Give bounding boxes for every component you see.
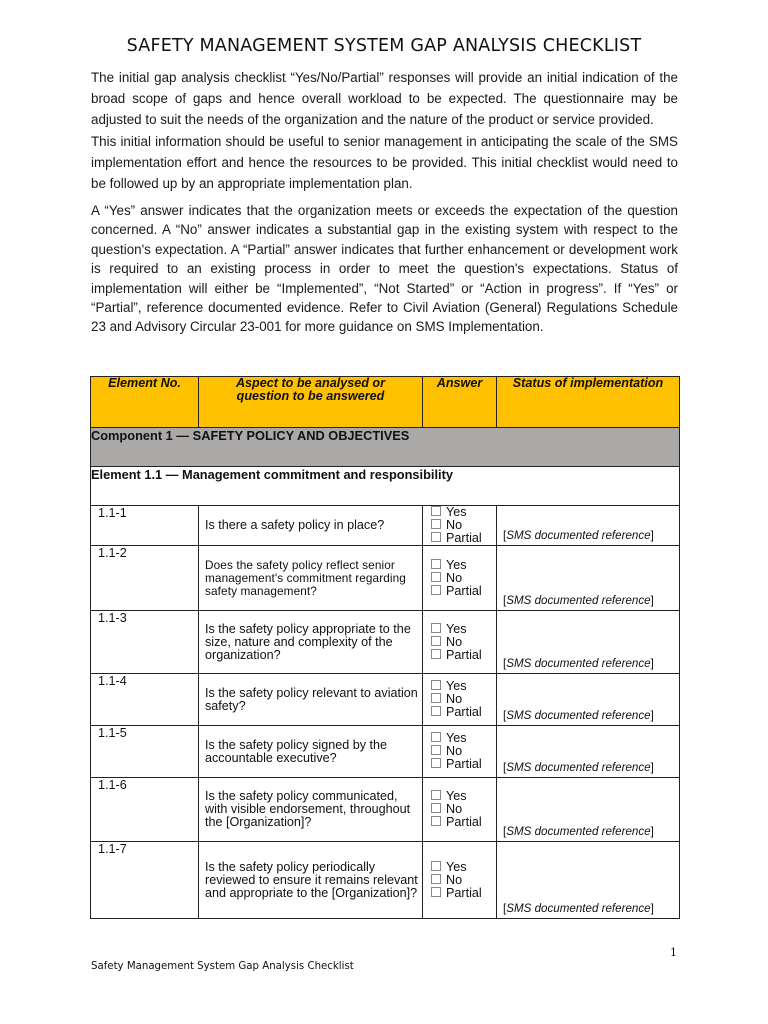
intro-paragraph-1: The initial gap analysis checklist “Yes/No/Partial” responses will provide an initial indication of the broad scope of gaps and hence overall workload to be expected. The questionnaire may be adjusted to suit the needs of the organization and the nature of the product or service provided.	[91, 70, 678, 127]
option-no[interactable]: No	[431, 745, 496, 758]
checkbox-icon[interactable]	[431, 732, 441, 742]
intro-paragraph-3: A “Yes” answer indicates that the organization meets or exceeds the expectation of the question concerned. A “No” answer indicates a substantial gap in the existing system with respect to the question's expectation. A “Partial” answer indicates that further enhancement or development work is required to an existing process in order to meet the question's expectations. Status of implementation will either be “Implemented”, “Not Started” or “Action in progress”. If “Yes” or “Partial”, reference documented evidence. Refer to Civil Aviation (General) Regulations Schedule 23 and Advisory Circular 23-001 for more guidance on SMS Implementation.	[91, 203, 678, 335]
question-text: Is the safety policy signed by the accountable executive?	[199, 726, 423, 778]
option-yes[interactable]: Yes	[431, 861, 496, 874]
element-number: 1.1-2	[91, 546, 199, 611]
answer-options	[423, 674, 497, 726]
option-no[interactable]: No	[431, 519, 496, 532]
header-answer: Answer	[423, 377, 497, 428]
option-yes[interactable]: Yes	[431, 790, 496, 803]
question-text: Is the safety policy periodically reviewed to ensure it remains relevant and appropriate to the [Organization]?	[199, 842, 423, 919]
option-partial[interactable]: Partial	[431, 706, 496, 719]
question-text: Is the safety policy appropriate to the size, nature and complexity of the organization?	[199, 611, 423, 674]
question-text: Does the safety policy reflect senior management's commitment regarding safety management?	[199, 546, 423, 611]
element-number: 1.1-6	[91, 778, 199, 842]
table-row	[91, 611, 680, 674]
header-aspect-label: Aspect to be analysed or question to be answered	[235, 376, 386, 403]
status-reference[interactable]: [SMS documented reference]	[497, 546, 680, 611]
question-text: Is there a safety policy in place?	[199, 506, 423, 546]
checkbox-icon[interactable]	[431, 706, 441, 716]
checkbox-icon[interactable]	[431, 745, 441, 755]
header-element-no: Element No.	[91, 377, 199, 428]
status-reference[interactable]: [SMS documented reference]	[497, 726, 680, 778]
checkbox-icon[interactable]	[431, 585, 441, 595]
element-number: 1.1-5	[91, 726, 199, 778]
element-number: 1.1-1	[91, 506, 199, 546]
option-no[interactable]: No	[431, 693, 496, 706]
intro-paragraph-2: This initial information should be useful to senior management in anticipating the scale of the SMS implementation effort and hence the resources to be provided. This initial checklist would need to be followed up by an appropriate implementation plan.	[91, 134, 678, 191]
option-yes[interactable]: Yes	[431, 559, 496, 572]
component-row	[91, 428, 680, 467]
page-number: 1	[670, 946, 677, 959]
checkbox-icon[interactable]	[431, 506, 441, 516]
table-row	[91, 842, 680, 919]
checkbox-icon[interactable]	[431, 758, 441, 768]
checkbox-icon[interactable]	[431, 790, 441, 800]
footer-running-title: Safety Management System Gap Analysis Checklist	[91, 961, 354, 972]
table-row	[91, 674, 680, 726]
status-reference[interactable]: [SMS documented reference]	[497, 674, 680, 726]
option-no[interactable]: No	[431, 636, 496, 649]
answer-options	[423, 778, 497, 842]
option-yes[interactable]: Yes	[431, 680, 496, 693]
option-yes[interactable]: Yes	[431, 623, 496, 636]
option-partial[interactable]: Partial	[431, 585, 496, 598]
element-row	[91, 467, 680, 506]
option-yes[interactable]: Yes	[431, 506, 496, 519]
checkbox-icon[interactable]	[431, 693, 441, 703]
answer-options	[423, 506, 497, 546]
checkbox-icon[interactable]	[431, 623, 441, 633]
checkbox-icon[interactable]	[431, 532, 441, 542]
option-partial[interactable]: Partial	[431, 532, 496, 545]
table-row	[91, 506, 680, 546]
option-partial[interactable]: Partial	[431, 887, 496, 900]
gap-analysis-table	[90, 376, 680, 919]
checkbox-icon[interactable]	[431, 816, 441, 826]
header-status: Status of implementation	[497, 377, 680, 428]
element-number: 1.1-4	[91, 674, 199, 726]
answer-options	[423, 842, 497, 919]
option-no[interactable]: No	[431, 803, 496, 816]
option-partial[interactable]: Partial	[431, 758, 496, 771]
status-reference[interactable]: [SMS documented reference]	[497, 778, 680, 842]
table-row	[91, 546, 680, 611]
checkbox-icon[interactable]	[431, 887, 441, 897]
question-text: Is the safety policy communicated, with visible endorsement, throughout the [Organization]?	[199, 778, 423, 842]
checkbox-icon[interactable]	[431, 559, 441, 569]
element-number: 1.1-7	[91, 842, 199, 919]
element-title: Element 1.1 — Management commitment and responsibility	[91, 467, 680, 506]
checkbox-icon[interactable]	[431, 649, 441, 659]
table-header-row	[91, 377, 680, 428]
option-no[interactable]: No	[431, 874, 496, 887]
checkbox-icon[interactable]	[431, 519, 441, 529]
element-number: 1.1-3	[91, 611, 199, 674]
checkbox-icon[interactable]	[431, 636, 441, 646]
table-row	[91, 778, 680, 842]
status-reference[interactable]: [SMS documented reference]	[497, 506, 680, 546]
status-reference[interactable]: [SMS documented reference]	[497, 842, 680, 919]
checkbox-icon[interactable]	[431, 680, 441, 690]
option-partial[interactable]: Partial	[431, 649, 496, 662]
component-title: Component 1 — SAFETY POLICY AND OBJECTIVES	[91, 428, 680, 467]
answer-options	[423, 546, 497, 611]
checkbox-icon[interactable]	[431, 803, 441, 813]
option-no[interactable]: No	[431, 572, 496, 585]
answer-options	[423, 726, 497, 778]
question-text: Is the safety policy relevant to aviation safety?	[199, 674, 423, 726]
checkbox-icon[interactable]	[431, 572, 441, 582]
page-title: SAFETY MANAGEMENT SYSTEM GAP ANALYSIS CHECKLIST	[126, 36, 642, 56]
answer-options	[423, 611, 497, 674]
checkbox-icon[interactable]	[431, 874, 441, 884]
option-yes[interactable]: Yes	[431, 732, 496, 745]
checkbox-icon[interactable]	[431, 861, 441, 871]
header-aspect	[199, 377, 423, 428]
status-reference[interactable]: [SMS documented reference]	[497, 611, 680, 674]
table-row	[91, 726, 680, 778]
option-partial[interactable]: Partial	[431, 816, 496, 829]
